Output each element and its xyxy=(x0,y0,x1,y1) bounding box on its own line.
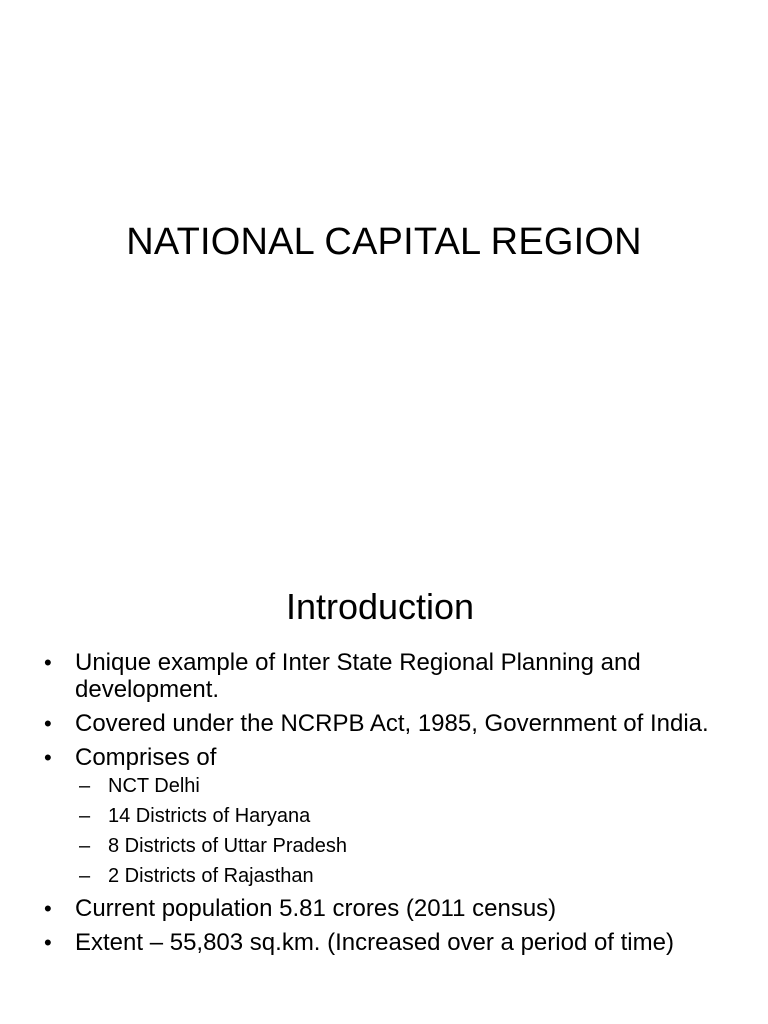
sub-bullet-text: 2 Districts of Rajasthan xyxy=(108,865,314,887)
bullet-marker: • xyxy=(44,650,52,675)
bullet-marker: • xyxy=(44,745,52,770)
bullet-item xyxy=(44,929,744,956)
bullet-marker: • xyxy=(44,896,52,921)
sub-bullet-item xyxy=(75,774,744,798)
bullet-item xyxy=(44,895,744,922)
bullet-item xyxy=(44,744,744,888)
sub-bullet-text: NCT Delhi xyxy=(108,775,200,797)
bullet-marker: • xyxy=(44,930,52,955)
bullet-text: Unique example of Inter State Regional Planning and development. xyxy=(75,649,641,703)
sub-bullet-marker: – xyxy=(79,775,91,797)
sub-bullet-list xyxy=(75,774,744,888)
sub-bullet-text: 14 Districts of Haryana xyxy=(108,805,311,827)
bullet-marker: • xyxy=(44,711,52,736)
sub-bullet-item xyxy=(75,804,744,828)
bullet-list xyxy=(44,649,744,963)
sub-bullet-item xyxy=(75,864,744,888)
bullet-item xyxy=(44,649,744,703)
bullet-item xyxy=(44,710,744,737)
sub-bullet-marker: – xyxy=(79,805,91,827)
introduction-slide xyxy=(0,512,768,1024)
slide-title: NATIONAL CAPITAL REGION xyxy=(126,221,642,263)
bullet-text: Extent – 55,803 sq.km. (Increased over a period of time) xyxy=(75,929,674,956)
slide-heading: Introduction xyxy=(285,586,475,627)
bullet-text: Covered under the NCRPB Act, 1985, Government of India. xyxy=(75,710,709,737)
bullet-text: Current population 5.81 crores (2011 census) xyxy=(75,895,557,922)
bullet-text: Comprises of xyxy=(75,744,217,771)
sub-bullet-item xyxy=(75,834,744,858)
sub-bullet-marker: – xyxy=(79,835,91,857)
sub-bullet-marker: – xyxy=(79,865,91,887)
sub-bullet-text: 8 Districts of Uttar Pradesh xyxy=(108,835,347,857)
